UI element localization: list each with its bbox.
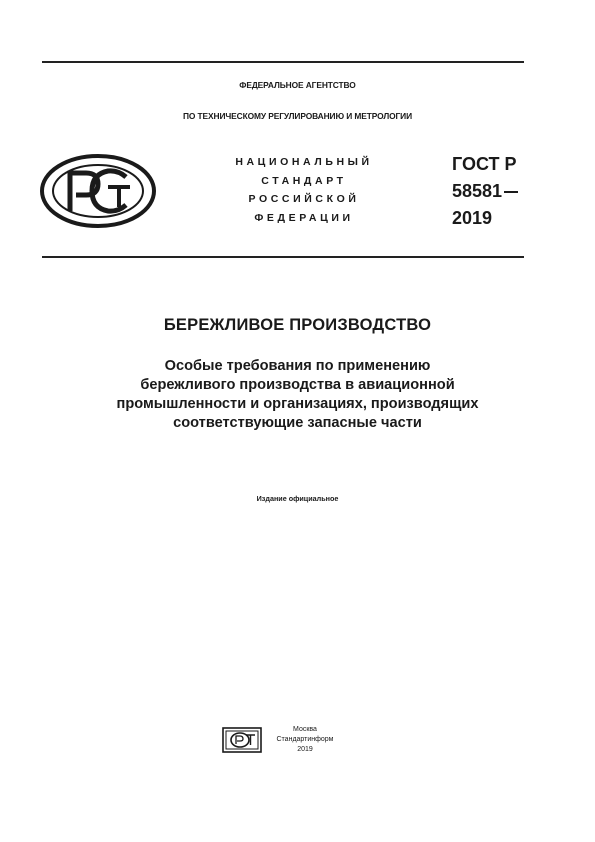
- imprint-year: 2019: [297, 746, 313, 754]
- document-title: БЕРЕЖЛИВОЕ ПРОИЗВОДСТВО: [163, 316, 432, 334]
- standard-type-block: [218, 153, 390, 227]
- middle-rule: [42, 256, 524, 258]
- standard-type-line: СТАНДАРТ: [261, 174, 347, 187]
- imprint-city: Москва: [293, 726, 317, 733]
- top-rule: [42, 61, 524, 63]
- subtitle-line: бережливого производства в авиационной: [140, 377, 455, 393]
- agency-name-line2: ПО ТЕХНИЧЕСКОМУ РЕГУЛИРОВАНИЮ И МЕТРОЛОГИИ: [182, 111, 413, 121]
- standartinform-logo-icon: [222, 727, 262, 753]
- document-subtitle: [40, 357, 555, 433]
- standard-type-line: ФЕДЕРАЦИИ: [254, 211, 354, 224]
- standard-type-line: РОССИЙСКОЙ: [248, 193, 360, 205]
- subtitle-line: соответствующие запасные части: [173, 415, 422, 431]
- designation-number-row: [452, 178, 518, 205]
- designation-number: 58581: [452, 181, 503, 201]
- edition-note: Издание официальное: [256, 494, 339, 503]
- designation-year: 2019: [452, 208, 493, 228]
- designation-dash: [504, 191, 518, 193]
- agency-name-line1: ФЕДЕРАЛЬНОЕ АГЕНТСТВО: [239, 80, 356, 90]
- subtitle-line: промышленности и организациях, производящих: [116, 396, 479, 412]
- designation-prefix: ГОСТ Р: [452, 154, 517, 174]
- standard-designation: [452, 151, 518, 232]
- subtitle-line: Особые требования по применению: [164, 358, 431, 374]
- rst-certification-mark-icon: [40, 153, 156, 229]
- standard-type-line: НАЦИОНАЛЬНЫЙ: [235, 156, 373, 168]
- imprint-block: [268, 725, 342, 756]
- imprint-publisher: Стандартинформ: [276, 736, 334, 744]
